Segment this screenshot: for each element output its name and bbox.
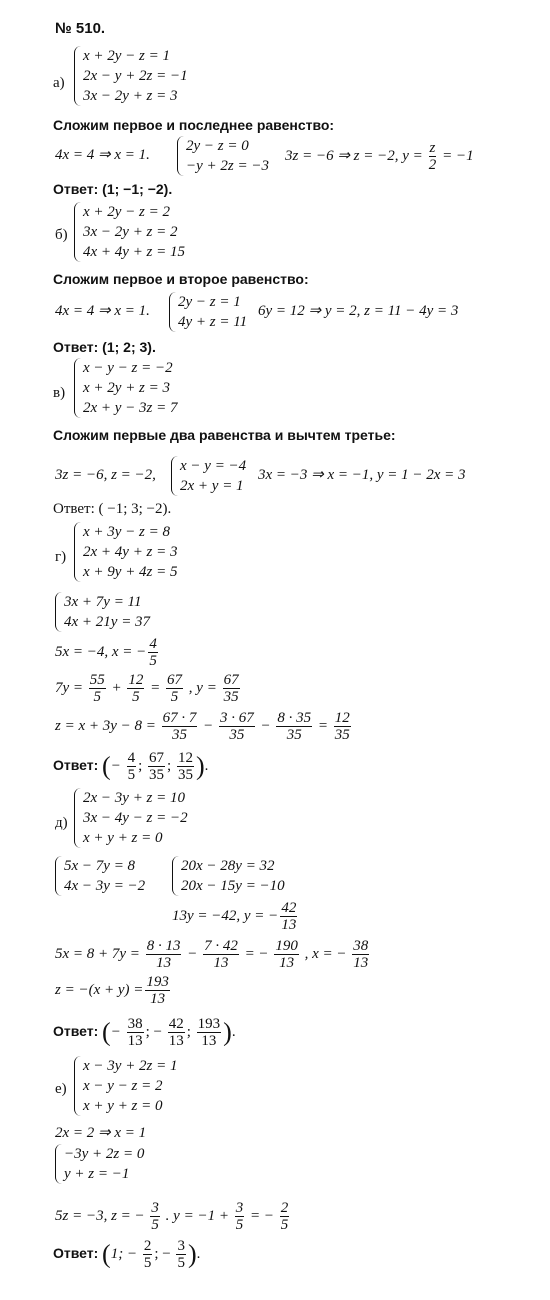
- equation: 4x + 21y = 37: [64, 614, 151, 630]
- equation: x − 3y + 2z = 1: [83, 1058, 178, 1074]
- part-a-answer: Ответ: (1; −1; −2).: [53, 181, 173, 197]
- equation: 20x − 28y = 32: [181, 858, 275, 874]
- part-a-note: Сложим первое и последнее равенство:: [53, 117, 335, 133]
- part-a-label: а): [53, 75, 65, 91]
- part-a-step1: 4x = 4 ⇒ x = 1.: [55, 147, 150, 163]
- equation: 2x + y − 3z = 7: [83, 400, 178, 416]
- equation: 2y − z = 0: [186, 138, 249, 154]
- part-e-line2: 5z = −3, z = − $\frac{3}{5}$ . y = −1 + $\frac{3}{5}$ = − $\frac{2}{5}$: [55, 1200, 289, 1233]
- equation: 3x − 2y + z = 3: [83, 88, 178, 104]
- part-e-line1: 2x = 2 ⇒ x = 1: [55, 1125, 147, 1141]
- equation: 2x − y + 2z = −1: [83, 68, 188, 84]
- part-b-step1: 4x = 4 ⇒ x = 1.: [55, 303, 150, 319]
- part-d-line3: z = −(x + y) = $\frac{193}{13}$: [55, 974, 169, 1007]
- part-d-line1: 13y = −42, y = − $\frac{42}{13}$: [172, 900, 297, 933]
- equation: x − y = −4: [180, 458, 247, 474]
- equation: x + 9y + 4z = 5: [83, 564, 178, 580]
- equation: 3x − 2y + z = 2: [83, 224, 178, 240]
- equation: y + z = −1: [64, 1166, 130, 1182]
- part-d-label: д): [55, 815, 68, 831]
- part-b-step2: 6y = 12 ⇒ y = 2, z = 11 − 4y = 3: [258, 303, 459, 319]
- part-g-line1: 5x = −4, x = − $\frac{4}{5}$: [55, 636, 157, 669]
- equation: 2y − z = 1: [178, 294, 241, 310]
- equation: −y + 2z = −3: [186, 158, 269, 174]
- equation: x + 3y − z = 8: [83, 524, 171, 540]
- equation: x + 2y − z = 2: [83, 204, 171, 220]
- equation: 3x + 7y = 11: [64, 594, 142, 610]
- equation: 4y + z = 11: [178, 314, 248, 330]
- part-d-line2: 5x = 8 + 7y = $\frac{8 \cdot 13}{13}$ − $\frac{7 \cdot 42}{13}$ = − $\frac{190}{13}$ , x = − $\frac{38}{13}$: [55, 938, 369, 971]
- equation: 20x − 15y = −10: [181, 878, 285, 894]
- equation: x − y − z = −2: [83, 360, 173, 376]
- part-g-answer: Ответ: (− $\frac{4}{5}$ ; $\frac{67}{35}$ ; $\frac{12}{35}$ ).: [53, 750, 209, 784]
- equation: −3y + 2z = 0: [64, 1146, 145, 1162]
- equation: 2x − 3y + z = 10: [83, 790, 186, 806]
- part-b-note: Сложим первое и второе равенство:: [53, 271, 309, 287]
- equation: 4x − 3y = −2: [64, 878, 146, 894]
- equation: 2x + 4y + z = 3: [83, 544, 178, 560]
- equation: x − y − z = 2: [83, 1078, 163, 1094]
- part-g-line2: 7y = $\frac{55}{5}$ + $\frac{12}{5}$ = $\frac{67}{5}$ , y = $\frac{67}{35}$: [55, 672, 239, 705]
- equation: 3x − 4y − z = −2: [83, 810, 188, 826]
- part-b-answer: Ответ: (1; 2; 3).: [53, 339, 156, 355]
- part-g-line3: z = x + 3y − 8 = $\frac{67 \cdot 7}{35}$ − $\frac{3 \cdot 67}{35}$ − $\frac{8 \cdot 35}{35}$ = $\frac{12}{35}$: [55, 710, 350, 743]
- equation: x + y + z = 0: [83, 830, 163, 846]
- equation: x + y + z = 0: [83, 1098, 163, 1114]
- equation: 2x + y = 1: [180, 478, 244, 494]
- equation: x + 2y − z = 1: [83, 48, 171, 64]
- part-v-step1: 3z = −6, z = −2,: [55, 467, 156, 483]
- part-g-label: г): [55, 549, 67, 565]
- part-a-step2: 3z = −6 ⇒ z = −2, y = $\frac{z}{2}$ = −1: [285, 140, 474, 173]
- part-e-answer: Ответ: (1; − $\frac{2}{5}$ ; − $\frac{3}{5}$ ).: [53, 1238, 201, 1272]
- part-v-answer: Ответ: ( −1; 3; −2).: [53, 501, 172, 517]
- part-v-note: Сложим первые два равенства и вычтем третье:: [53, 427, 396, 443]
- equation: 4x + 4y + z = 15: [83, 244, 186, 260]
- part-v-label: в): [53, 385, 66, 401]
- part-v-step2: 3x = −3 ⇒ x = −1, y = 1 − 2x = 3: [258, 467, 466, 483]
- equation: 5x − 7y = 8: [64, 858, 136, 874]
- part-d-answer: Ответ: (− $\frac{38}{13}$ ; − $\frac{42}{13}$ ; $\frac{193}{13}$ ).: [53, 1016, 236, 1050]
- equation: x + 2y + z = 3: [83, 380, 171, 396]
- problem-number: № 510.: [55, 20, 106, 37]
- part-b-label: б): [55, 227, 68, 243]
- part-e-label: е): [55, 1081, 67, 1097]
